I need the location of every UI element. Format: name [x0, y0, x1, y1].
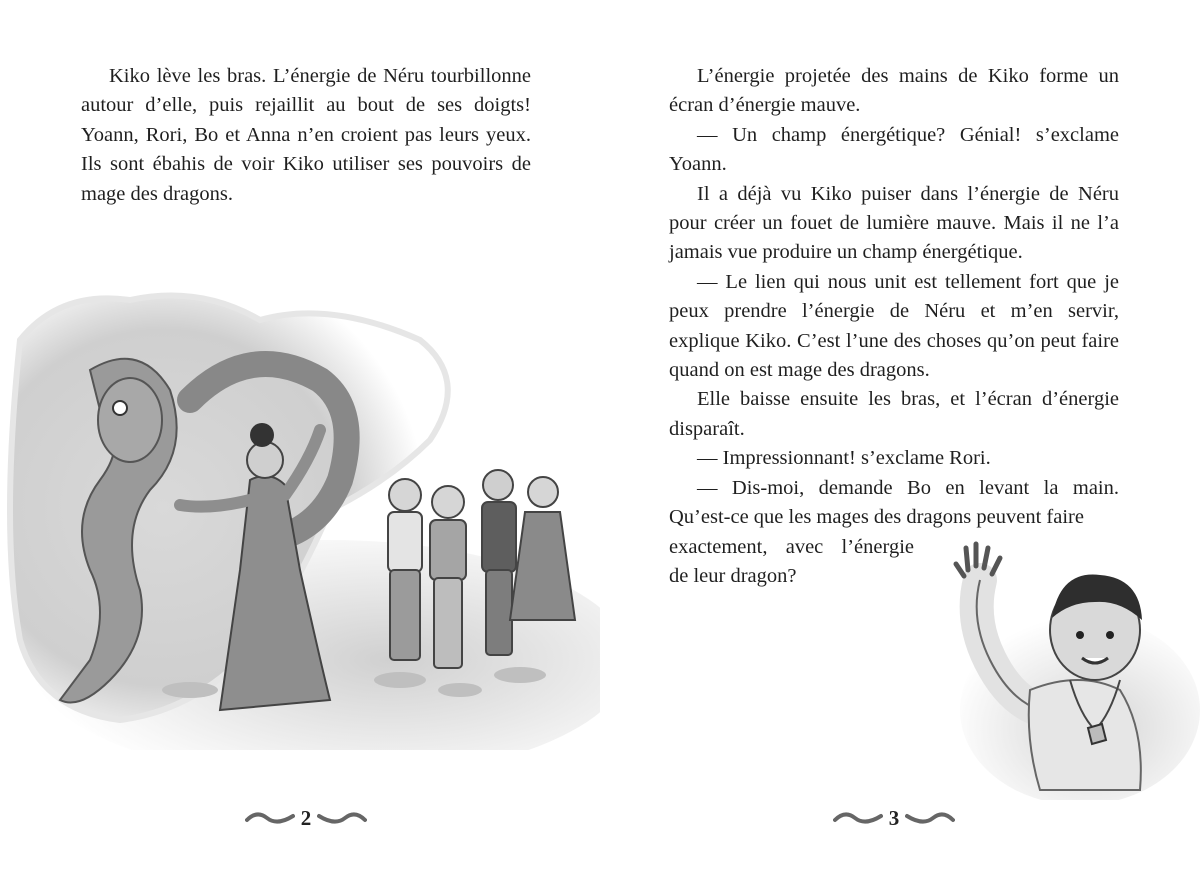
right-paragraph-1: L’énergie projetée des mains de Kiko forme un écran d’énergie mauve.	[669, 65, 1119, 117]
boy-eye-right	[1106, 631, 1114, 639]
right-paragraph-4: — Le lien qui nous unit est tellement fort que je peux prendre l’énergie de Néru et m’en servir, explique Kiko. C’est l’une des choses qu’on peut faire quand on est mage des dragons.	[669, 270, 1119, 382]
dragon-eye	[113, 401, 127, 415]
crystal-pendant	[1088, 724, 1106, 744]
kiko-hair-bun	[250, 423, 274, 447]
kiko-head	[247, 442, 283, 478]
right-page-text	[669, 62, 1119, 591]
boy-mouth	[1082, 658, 1108, 663]
swirl-ornament-left	[833, 808, 883, 828]
boy-raising-hand-illustration	[930, 540, 1200, 800]
kiko-arm-left	[180, 500, 250, 507]
swirl-ornament-left	[245, 808, 295, 828]
left-paragraph-1: Kiko lève les bras. L’énergie de Néru tourbillonne autour d’elle, puis rejaillit au bout de ses doigts! Yoann, Rori, Bo et Anna n’en croient pas leurs yeux. Ils sont ébahis de voir Kiko utiliser ses pouvoirs de mage des dragons.	[81, 65, 531, 205]
page-number-left: 2	[300, 805, 312, 830]
right-paragraph-7: — Dis-moi, demande Bo en levant la main. Qu’est-ce que les mages des dragons peuvent faire	[669, 476, 1119, 529]
right-paragraph-2: — Un champ énergétique? Génial! s’exclame Yoann.	[669, 123, 1119, 176]
right-paragraph-7-line-3: de leur dragon?	[669, 564, 797, 587]
right-paragraph-6: — Impressionnant! s’exclame Rori.	[697, 447, 991, 470]
right-paragraph-5: Elle baisse ensuite les bras, et l’écran d’énergie disparaît.	[669, 388, 1119, 440]
page-number-right: 3	[888, 805, 900, 830]
right-page	[600, 0, 1200, 875]
left-page-text	[81, 62, 531, 209]
dragon-and-children-illustration	[0, 280, 600, 750]
swirl-ornament-right	[317, 808, 367, 828]
swirl-ornament-right	[905, 808, 955, 828]
right-folio	[824, 802, 964, 834]
right-paragraph-3: Il a déjà vu Kiko puiser dans l’énergie de Néru pour créer un fouet de lumière mauve. Mais il ne l’a jamais vue produire un champ énergétique.	[669, 182, 1119, 264]
dragon-head	[98, 378, 162, 462]
boy-eye-left	[1076, 631, 1084, 639]
boy-body	[1029, 680, 1141, 790]
right-paragraph-7-line-2: exactement, avec l’énergie	[669, 535, 914, 558]
left-folio	[236, 802, 376, 834]
